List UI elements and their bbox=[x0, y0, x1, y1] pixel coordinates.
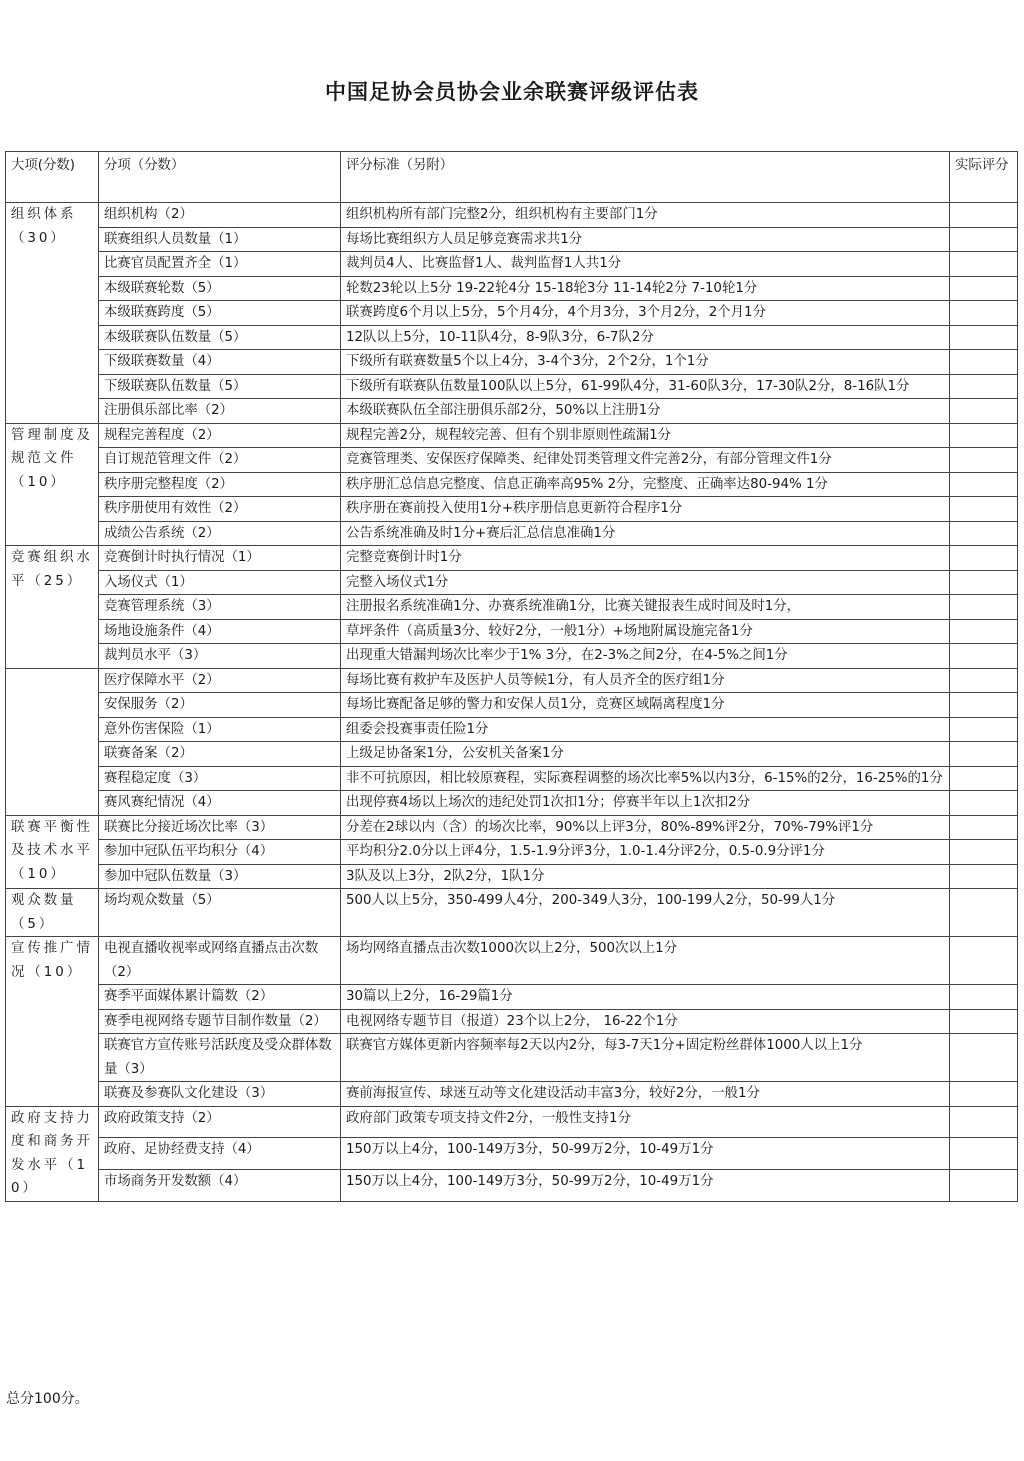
actual-score-cell bbox=[950, 1082, 1018, 1107]
criteria-cell: 30篇以上2分，16-29篇1分 bbox=[341, 985, 950, 1010]
actual-score-cell bbox=[950, 766, 1018, 791]
subitem-cell: 下级联赛数量（4） bbox=[99, 350, 341, 375]
subitem-cell: 本级联赛轮数（5） bbox=[99, 276, 341, 301]
actual-score-cell bbox=[950, 252, 1018, 277]
table-row bbox=[6, 203, 1018, 228]
criteria-cell: 上级足协备案1分，公安机关备案1分 bbox=[341, 742, 950, 767]
table-header-row bbox=[6, 152, 1018, 203]
table-row bbox=[6, 791, 1018, 816]
criteria-cell: 公告系统准确及时1分+赛后汇总信息准确1分 bbox=[341, 521, 950, 546]
subitem-cell: 赛风赛纪情况（4） bbox=[99, 791, 341, 816]
category-cell: 组织体系（30） bbox=[6, 203, 99, 424]
actual-score-cell bbox=[950, 717, 1018, 742]
table-row bbox=[6, 570, 1018, 595]
table-row bbox=[6, 864, 1018, 889]
criteria-cell: 政府部门政策专项支持文件2分，一般性支持1分 bbox=[341, 1106, 950, 1138]
actual-score-cell bbox=[950, 1034, 1018, 1082]
subitem-cell: 政府、足协经费支持（4） bbox=[99, 1138, 341, 1170]
actual-score-cell bbox=[950, 791, 1018, 816]
table-row bbox=[6, 693, 1018, 718]
criteria-cell: 每场比赛配备足够的警力和安保人员1分，竞赛区域隔离程度1分 bbox=[341, 693, 950, 718]
subitem-cell: 参加中冠队伍数量（3） bbox=[99, 864, 341, 889]
actual-score-cell bbox=[950, 325, 1018, 350]
actual-score-cell bbox=[950, 1169, 1018, 1201]
category-cell: 管理制度及规范文件（10） bbox=[6, 423, 99, 546]
actual-score-cell bbox=[950, 840, 1018, 865]
table-row bbox=[6, 1138, 1018, 1170]
criteria-cell: 500人以上5分，350-499人4分，200-349人3分，100-199人2分，50-99人1分 bbox=[341, 889, 950, 937]
subitem-cell: 市场商务开发数额（4） bbox=[99, 1169, 341, 1201]
criteria-cell: 轮数23轮以上5分 19-22轮4分 15-18轮3分 11-14轮2分 7-10轮1分 bbox=[341, 276, 950, 301]
table-row bbox=[6, 1106, 1018, 1138]
actual-score-cell bbox=[950, 546, 1018, 571]
table-row bbox=[6, 1169, 1018, 1201]
actual-score-cell bbox=[950, 815, 1018, 840]
category-cell: 观众数量（5） bbox=[6, 889, 99, 937]
subitem-cell: 自订规范管理文件（2） bbox=[99, 448, 341, 473]
criteria-cell: 完整入场仪式1分 bbox=[341, 570, 950, 595]
subitem-cell: 比赛官员配置齐全（1） bbox=[99, 252, 341, 277]
header-actual-score: 实际评分 bbox=[950, 152, 1018, 203]
table-row bbox=[6, 1009, 1018, 1034]
subitem-cell: 组织机构（2） bbox=[99, 203, 341, 228]
criteria-cell: 12队以上5分，10-11队4分，8-9队3分，6-7队2分 bbox=[341, 325, 950, 350]
criteria-cell: 秩序册汇总信息完整度、信息正确率高95% 2分，完整度、正确率达80-94% 1分 bbox=[341, 472, 950, 497]
actual-score-cell bbox=[950, 1106, 1018, 1138]
criteria-cell: 非不可抗原因，相比较原赛程，实际赛程调整的场次比率5%以内3分，6-15%的2分，16-25%的1分 bbox=[341, 766, 950, 791]
criteria-cell: 150万以上4分，100-149万3分，50-99万2分，10-49万1分 bbox=[341, 1138, 950, 1170]
criteria-cell: 规程完善2分，规程较完善、但有个别非原则性疏漏1分 bbox=[341, 423, 950, 448]
table-row bbox=[6, 374, 1018, 399]
criteria-cell: 场均网络直播点击次数1000次以上2分，500次以上1分 bbox=[341, 937, 950, 985]
actual-score-cell bbox=[950, 472, 1018, 497]
table-row bbox=[6, 350, 1018, 375]
actual-score-cell bbox=[950, 301, 1018, 326]
subitem-cell: 联赛备案（2） bbox=[99, 742, 341, 767]
table-row bbox=[6, 546, 1018, 571]
actual-score-cell bbox=[950, 864, 1018, 889]
subitem-cell: 本级联赛跨度（5） bbox=[99, 301, 341, 326]
actual-score-cell bbox=[950, 693, 1018, 718]
subitem-cell: 赛程稳定度（3） bbox=[99, 766, 341, 791]
subitem-cell: 联赛官方宣传账号活跃度及受众群体数量（3） bbox=[99, 1034, 341, 1082]
subitem-cell: 场均观众数量（5） bbox=[99, 889, 341, 937]
criteria-cell: 电视网络专题节目（报道）23个以上2分， 16-22个1分 bbox=[341, 1009, 950, 1034]
table-row bbox=[6, 301, 1018, 326]
subitem-cell: 注册俱乐部比率（2） bbox=[99, 399, 341, 424]
table-row bbox=[6, 717, 1018, 742]
subitem-cell: 本级联赛队伍数量（5） bbox=[99, 325, 341, 350]
criteria-cell: 下级所有联赛数量5个以上4分，3-4个3分，2个2分，1个1分 bbox=[341, 350, 950, 375]
header-criteria: 评分标准（另附） bbox=[341, 152, 950, 203]
subitem-cell: 竞赛管理系统（3） bbox=[99, 595, 341, 620]
criteria-cell: 秩序册在赛前投入使用1分+秩序册信息更新符合程序1分 bbox=[341, 497, 950, 522]
table-row bbox=[6, 985, 1018, 1010]
criteria-cell: 完整竞赛倒计时1分 bbox=[341, 546, 950, 571]
criteria-cell: 分差在2球以内（含）的场次比率，90%以上评3分，80%-89%评2分，70%-79%评1分 bbox=[341, 815, 950, 840]
subitem-cell: 参加中冠队伍平均积分（4） bbox=[99, 840, 341, 865]
table-row bbox=[6, 276, 1018, 301]
actual-score-cell bbox=[950, 227, 1018, 252]
actual-score-cell bbox=[950, 350, 1018, 375]
criteria-cell: 联赛官方媒体更新内容频率每2天以内2分，每3-7天1分+固定粉丝群体1000人以上1分 bbox=[341, 1034, 950, 1082]
table-row bbox=[6, 472, 1018, 497]
category-cell: 联赛平衡性及技术水平（10） bbox=[6, 815, 99, 889]
criteria-cell: 本级联赛队伍全部注册俱乐部2分，50%以上注册1分 bbox=[341, 399, 950, 424]
actual-score-cell bbox=[950, 399, 1018, 424]
actual-score-cell bbox=[950, 595, 1018, 620]
subitem-cell: 下级联赛队伍数量（5） bbox=[99, 374, 341, 399]
actual-score-cell bbox=[950, 644, 1018, 669]
category-cell: 政府支持力度和商务开发水平（10） bbox=[6, 1106, 99, 1201]
table-row bbox=[6, 497, 1018, 522]
criteria-cell: 每场比赛组织方人员足够竞赛需求共1分 bbox=[341, 227, 950, 252]
table-row bbox=[6, 889, 1018, 937]
actual-score-cell bbox=[950, 521, 1018, 546]
criteria-cell: 出现重大错漏判场次比率少于1% 3分，在2-3%之间2分，在4-5%之间1分 bbox=[341, 644, 950, 669]
subitem-cell: 场地设施条件（4） bbox=[99, 619, 341, 644]
actual-score-cell bbox=[950, 276, 1018, 301]
table-row bbox=[6, 595, 1018, 620]
subitem-cell: 赛季电视网络专题节目制作数量（2） bbox=[99, 1009, 341, 1034]
subitem-cell: 政府政策支持（2） bbox=[99, 1106, 341, 1138]
subitem-cell: 成绩公告系统（2） bbox=[99, 521, 341, 546]
actual-score-cell bbox=[950, 1138, 1018, 1170]
subitem-cell: 联赛及参赛队文化建设（3） bbox=[99, 1082, 341, 1107]
table-row bbox=[6, 815, 1018, 840]
criteria-cell: 组织机构所有部门完整2分，组织机构有主要部门1分 bbox=[341, 203, 950, 228]
table-row bbox=[6, 252, 1018, 277]
actual-score-cell bbox=[950, 570, 1018, 595]
criteria-cell: 每场比赛有救护车及医护人员等候1分，有人员齐全的医疗组1分 bbox=[341, 668, 950, 693]
table-row bbox=[6, 1034, 1018, 1082]
criteria-cell: 150万以上4分，100-149万3分，50-99万2分，10-49万1分 bbox=[341, 1169, 950, 1201]
evaluation-table bbox=[5, 151, 1018, 1202]
actual-score-cell bbox=[950, 448, 1018, 473]
table-row bbox=[6, 937, 1018, 985]
subitem-cell: 联赛比分接近场次比率（3） bbox=[99, 815, 341, 840]
criteria-cell: 竞赛管理类、安保医疗保障类、纪律处罚类管理文件完善2分，有部分管理文件1分 bbox=[341, 448, 950, 473]
table-row bbox=[6, 619, 1018, 644]
page-title: 中国足协会员协会业余联赛评级评估表 bbox=[325, 80, 699, 104]
table-row bbox=[6, 766, 1018, 791]
table-row bbox=[6, 521, 1018, 546]
criteria-cell: 赛前海报宣传、球迷互动等文化建设活动丰富3分，较好2分，一般1分 bbox=[341, 1082, 950, 1107]
subitem-cell: 秩序册完整程度（2） bbox=[99, 472, 341, 497]
criteria-cell: 出现停赛4场以上场次的违纪处罚1次扣1分；停赛半年以上1次扣2分 bbox=[341, 791, 950, 816]
table-row bbox=[6, 448, 1018, 473]
criteria-cell: 草坪条件（高质量3分、较好2分，一般1分）+场地附属设施完备1分 bbox=[341, 619, 950, 644]
actual-score-cell bbox=[950, 668, 1018, 693]
criteria-cell: 平均积分2.0分以上评4分，1.5-1.9分评3分，1.0-1.4分评2分，0.5-0.9分评1分 bbox=[341, 840, 950, 865]
total-score-note: 总分100分。 bbox=[6, 1391, 89, 1407]
criteria-cell: 联赛跨度6个月以上5分，5个月4分，4个月3分，3个月2分，2个月1分 bbox=[341, 301, 950, 326]
actual-score-cell bbox=[950, 985, 1018, 1010]
actual-score-cell bbox=[950, 203, 1018, 228]
criteria-cell: 裁判员4人、比赛监督1人、裁判监督1人共1分 bbox=[341, 252, 950, 277]
header-category: 大项(分数) bbox=[6, 152, 99, 203]
criteria-cell: 下级所有联赛队伍数量100队以上5分，61-99队4分，31-60队3分，17-30队2分，8-16队1分 bbox=[341, 374, 950, 399]
table-row bbox=[6, 325, 1018, 350]
table-row bbox=[6, 1082, 1018, 1107]
category-cell: 宣传推广情况（10） bbox=[6, 937, 99, 1107]
table-row bbox=[6, 742, 1018, 767]
subitem-cell: 联赛组织人员数量（1） bbox=[99, 227, 341, 252]
category-cell: 竞赛组织水平（25） bbox=[6, 546, 99, 669]
subitem-cell: 入场仪式（1） bbox=[99, 570, 341, 595]
subitem-cell: 竞赛倒计时执行情况（1） bbox=[99, 546, 341, 571]
subitem-cell: 裁判员水平（3） bbox=[99, 644, 341, 669]
subitem-cell: 意外伤害保险（1） bbox=[99, 717, 341, 742]
table-row bbox=[6, 840, 1018, 865]
subitem-cell: 规程完善程度（2） bbox=[99, 423, 341, 448]
table-row bbox=[6, 644, 1018, 669]
header-subitem: 分项（分数） bbox=[99, 152, 341, 203]
subitem-cell: 秩序册使用有效性（2） bbox=[99, 497, 341, 522]
table-row bbox=[6, 227, 1018, 252]
table-row bbox=[6, 423, 1018, 448]
subitem-cell: 医疗保障水平（2） bbox=[99, 668, 341, 693]
actual-score-cell bbox=[950, 889, 1018, 937]
actual-score-cell bbox=[950, 1009, 1018, 1034]
actual-score-cell bbox=[950, 423, 1018, 448]
actual-score-cell bbox=[950, 742, 1018, 767]
subitem-cell: 安保服务（2） bbox=[99, 693, 341, 718]
criteria-cell: 组委会投赛事责任险1分 bbox=[341, 717, 950, 742]
table-row bbox=[6, 399, 1018, 424]
table-row bbox=[6, 668, 1018, 693]
subitem-cell: 电视直播收视率或网络直播点击次数（2） bbox=[99, 937, 341, 985]
actual-score-cell bbox=[950, 497, 1018, 522]
criteria-cell: 注册报名系统准确1分、办赛系统准确1分，比赛关键报表生成时间及时1分， bbox=[341, 595, 950, 620]
actual-score-cell bbox=[950, 619, 1018, 644]
actual-score-cell bbox=[950, 374, 1018, 399]
category-cell bbox=[6, 668, 99, 815]
actual-score-cell bbox=[950, 937, 1018, 985]
subitem-cell: 赛季平面媒体累计篇数（2） bbox=[99, 985, 341, 1010]
criteria-cell: 3队及以上3分，2队2分，1队1分 bbox=[341, 864, 950, 889]
